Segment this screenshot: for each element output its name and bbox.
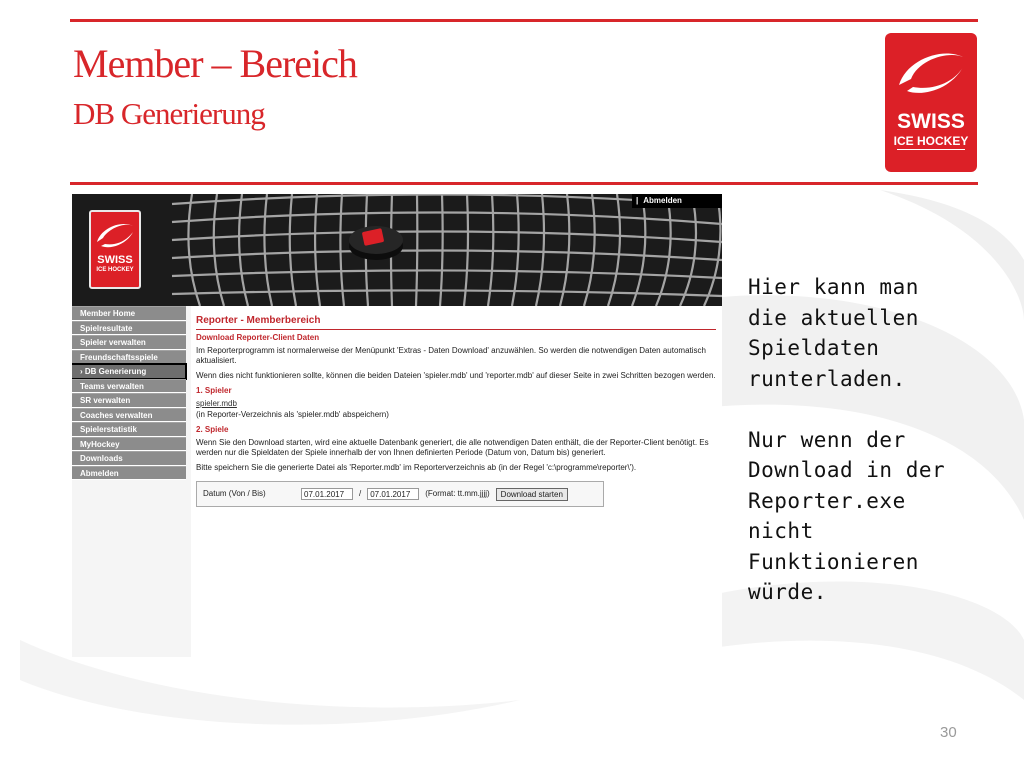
member-area-screenshot: [72, 194, 722, 657]
nav-item-coaches-verwalten[interactable]: Coaches verwalten: [72, 408, 186, 423]
header-banner: [72, 194, 722, 306]
page-number: 30: [940, 724, 957, 741]
nav-item-downloads[interactable]: Downloads: [72, 451, 186, 466]
main-content: [191, 306, 722, 657]
download-start-button[interactable]: Download starten: [496, 488, 568, 501]
top-logout-link[interactable]: Abmelden: [643, 196, 682, 205]
section-1-title: 1. Spieler: [196, 386, 232, 395]
nav-item-spielerstatistik[interactable]: Spielerstatistik: [72, 422, 186, 437]
side-note-paragraph-1: Hier kann man die aktuellen Spieldaten runterladen.: [748, 275, 919, 391]
spieler-mdb-link[interactable]: spieler.mdb: [196, 399, 237, 408]
section-2-save-note: Bitte speichern Sie die generierte Datei als 'Reporter.mdb' im Reporterverzeichnis ab (in der Regel 'c:\programme\reporter\').: [196, 463, 637, 472]
intro-text-1: Im Reporterprogramm ist normalerweise der Menüpunkt 'Extras - Daten Download' anzuwählen. So werden die notwendigen Daten automatisch aktualisiert.: [196, 346, 706, 365]
nav-item-myhockey[interactable]: MyHockey: [72, 437, 186, 452]
swiss-ice-hockey-mini-logo: [89, 210, 141, 289]
nav-item-member-home[interactable]: Member Home: [72, 306, 186, 321]
nav-highlight-box: [72, 363, 187, 380]
date-from-input[interactable]: 07.01.2017: [301, 488, 353, 500]
nav-item-db-generierung[interactable]: › DB Generierung: [72, 364, 186, 379]
nav-item-teams-verwalten[interactable]: Teams verwalten: [72, 379, 186, 394]
page-subheading: Download Reporter-Client Daten: [196, 333, 320, 342]
swiss-ice-hockey-logo: [885, 33, 977, 172]
hockey-puck-icon: [347, 222, 405, 262]
nav-item-spieler-verwalten[interactable]: Spieler verwalten: [72, 335, 186, 350]
heading-divider: [196, 329, 716, 330]
nav-item-freundschaftsspiele[interactable]: Freundschaftsspiele: [72, 350, 186, 365]
intro-text-2: Wenn dies nicht funktionieren sollte, können die beiden Dateien 'spieler.mdb' und 'reporter.mdb' auf dieser Seite in zwei Schritten bezogen werden.: [196, 371, 716, 380]
date-range-form: [196, 481, 604, 507]
side-note-paragraph-2: Nur wenn der Download in der Reporter.exe nicht Funktionieren würde.: [748, 427, 946, 604]
top-logout-bar: [632, 194, 722, 208]
section-2-text: Wenn Sie den Download starten, wird eine aktuelle Datenbank generiert, die alle notwendigen Daten enthält, die der Reporter-Client benötigt. Es werden nur die Spieldaten der Spiele innerhalb der von Ihnen definierten Periode (Datum von, Datum bis) generiert.: [196, 438, 709, 457]
page-heading: Reporter - Memberbereich: [196, 315, 321, 326]
logo-text-ice-hockey: ICE HOCKEY: [893, 134, 969, 148]
top-bar-separator: |: [636, 196, 639, 205]
mini-logo-swoosh-icon: [91, 216, 139, 254]
slide-title: Member – Bereich: [73, 41, 357, 86]
logo-text-swiss: SWISS: [897, 110, 965, 133]
nav-item-abmelden[interactable]: Abmelden: [72, 466, 186, 481]
header-red-rule: [70, 182, 978, 185]
mini-logo-text-swiss: SWISS: [97, 254, 133, 266]
date-separator: /: [359, 489, 362, 498]
section-1-note: (in Reporter-Verzeichnis als 'spieler.mdb' abspeichern): [196, 410, 389, 419]
slide-subtitle: DB Generierung: [73, 96, 265, 131]
section-2-title: 2. Spiele: [196, 425, 229, 434]
nav-item-db-generierung-wrapper: [72, 364, 186, 379]
nav-item-sr-verwalten[interactable]: SR verwalten: [72, 393, 186, 408]
logo-swoosh-icon: [893, 41, 969, 107]
date-format-hint: (Format: tt.mm.jjjj): [425, 489, 490, 498]
mini-logo-text-ice-hockey: ICE HOCKEY: [96, 267, 134, 273]
logo-underline: [897, 149, 965, 150]
date-to-input[interactable]: 07.01.2017: [367, 488, 419, 500]
nav-item-spielresultate[interactable]: Spielresultate: [72, 321, 186, 336]
side-note: [748, 272, 998, 608]
date-range-label: Datum (Von / Bis): [203, 489, 266, 498]
member-sidebar-nav: [72, 306, 186, 657]
top-red-rule: [70, 19, 978, 22]
